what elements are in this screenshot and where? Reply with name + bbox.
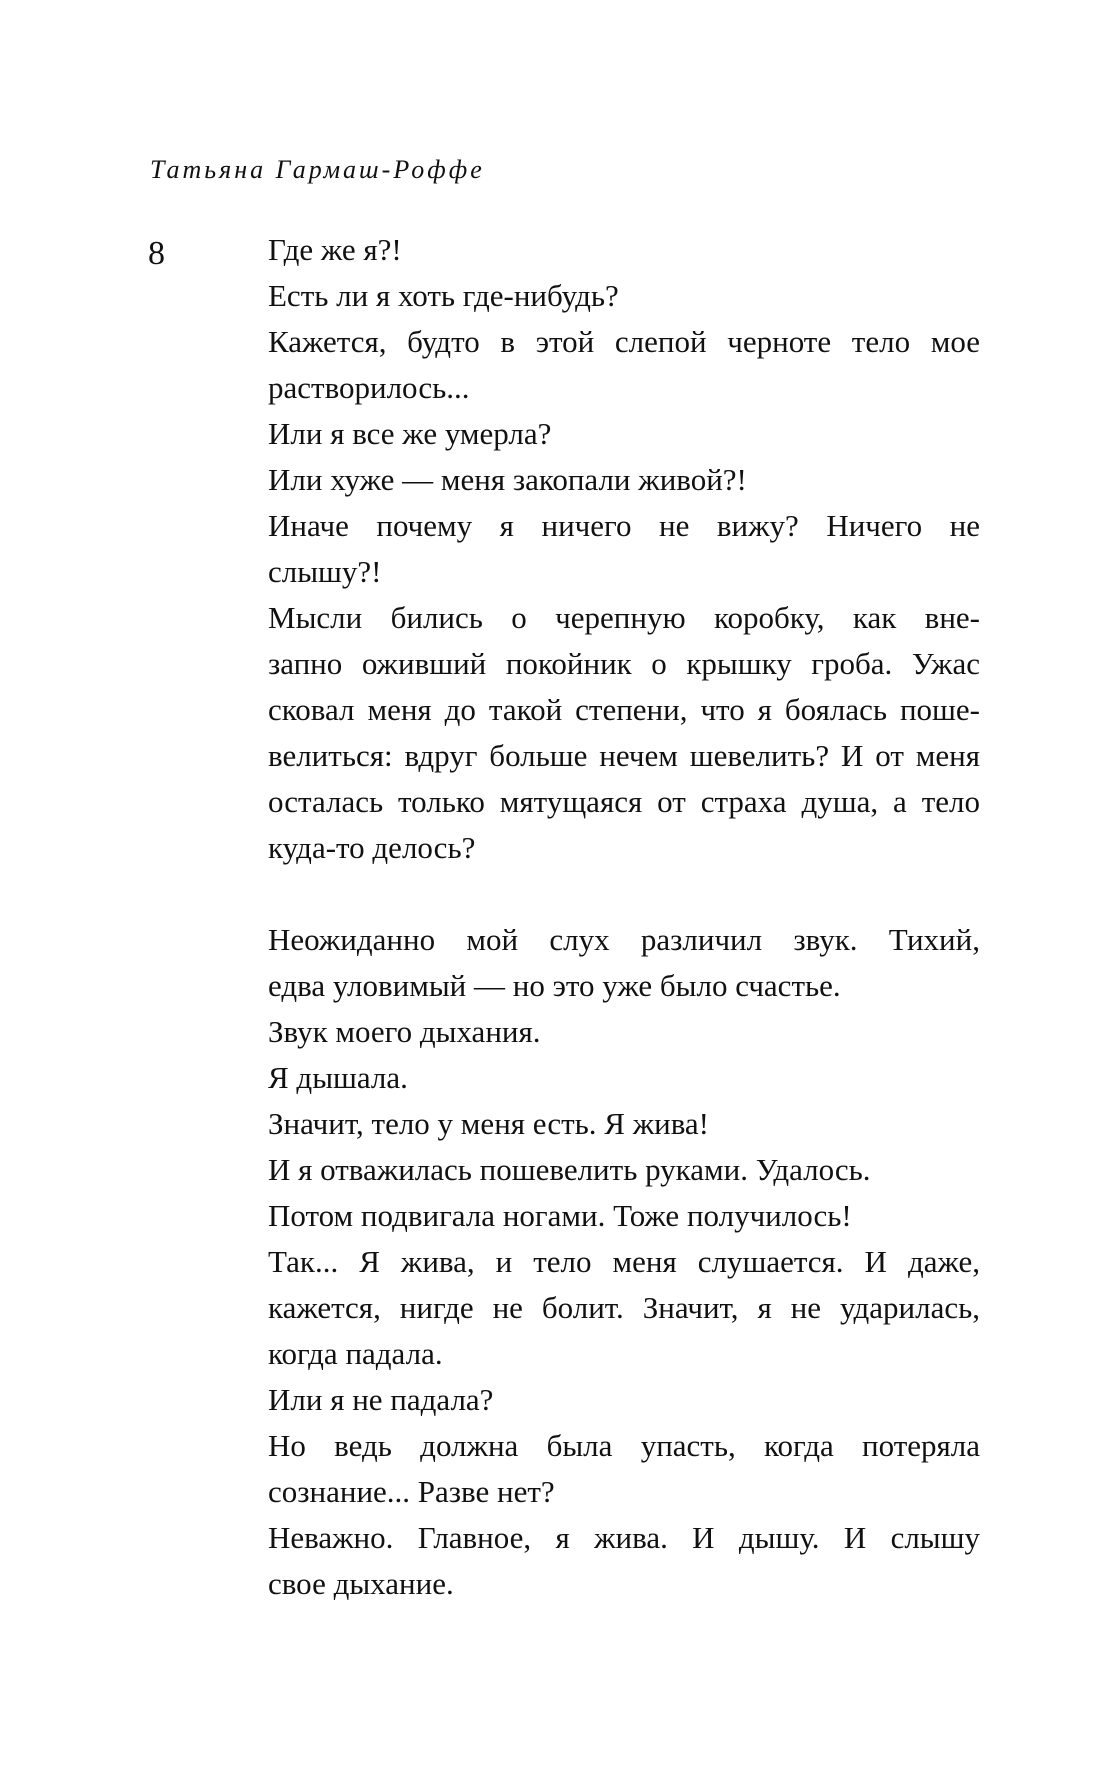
text-line: Звук моего дыхания. [268, 1014, 541, 1049]
paragraph [223, 595, 980, 871]
running-head: Татьяна Гармаш-Роффе [150, 155, 485, 184]
paragraph [223, 1377, 980, 1423]
text-line: слышу?! [268, 554, 382, 589]
paragraph [223, 1193, 980, 1239]
text-line: Иначе почему я ничего не вижу? Ничего не [268, 508, 980, 543]
text-line: куда-то делось? [268, 830, 476, 865]
text-line: когда падала. [268, 1336, 443, 1371]
text-line: Но ведь должна была упасть, когда потеряла [268, 1428, 980, 1463]
text-line: Неважно. Главное, я жива. И дышу. И слышу [268, 1520, 980, 1555]
paragraph [223, 227, 980, 273]
paragraph [223, 1423, 980, 1515]
paragraph [223, 1515, 980, 1607]
paragraph [223, 503, 980, 595]
text-line: Есть ли я хоть где-нибудь? [268, 278, 619, 313]
text-line: Так... Я жива, и тело меня слушается. И даже, [268, 1244, 980, 1279]
paragraph [223, 273, 980, 319]
text-line: Неожиданно мой слух различил звук. Тихий, [268, 922, 980, 957]
text-line: Где же я?! [268, 232, 402, 267]
paragraph [223, 1239, 980, 1377]
text-line: Мысли бились о черепную коробку, как вне- [268, 600, 980, 635]
text-line: осталась только мятущаяся от страха душа, а тело [268, 784, 980, 819]
text-line: Кажется, будто в этой слепой черноте тело мое [268, 324, 980, 359]
body-text [223, 227, 980, 1607]
text-line: сознание... Разве нет? [268, 1474, 555, 1509]
text-line: кажется, нигде не болит. Значит, я не ударилась, [268, 1290, 980, 1325]
paragraph [223, 411, 980, 457]
paragraph [223, 319, 980, 411]
paragraph [223, 917, 980, 1009]
text-line: Потом подвигала ногами. Тоже получилось! [268, 1198, 852, 1233]
text-line: Или я не падала? [268, 1382, 494, 1417]
text-line: растворилось... [268, 370, 470, 405]
text-line: сковал меня до такой степени, что я боялась поше- [268, 692, 980, 727]
page-number: 8 [148, 235, 165, 272]
section-break [223, 871, 980, 917]
text-line: И я отважилась пошевелить руками. Удалось. [268, 1152, 871, 1187]
paragraph [223, 1055, 980, 1101]
text-line: Или хуже — меня закопали живой?! [268, 462, 747, 497]
text-line: Значит, тело у меня есть. Я жива! [268, 1106, 710, 1141]
text-line: Я дышала. [268, 1060, 408, 1095]
text-line: Или я все же умерла? [268, 416, 552, 451]
text-line: велиться: вдруг больше нечем шевелить? И от меня [268, 738, 980, 773]
text-line: запно оживший покойник о крышку гроба. Ужас [268, 646, 980, 681]
paragraph [223, 1101, 980, 1147]
text-line: свое дыхание. [268, 1566, 454, 1601]
paragraph [223, 1147, 980, 1193]
text-line: едва уловимый — но это уже было счастье. [268, 968, 841, 1003]
paragraph [223, 457, 980, 503]
paragraph [223, 1009, 980, 1055]
